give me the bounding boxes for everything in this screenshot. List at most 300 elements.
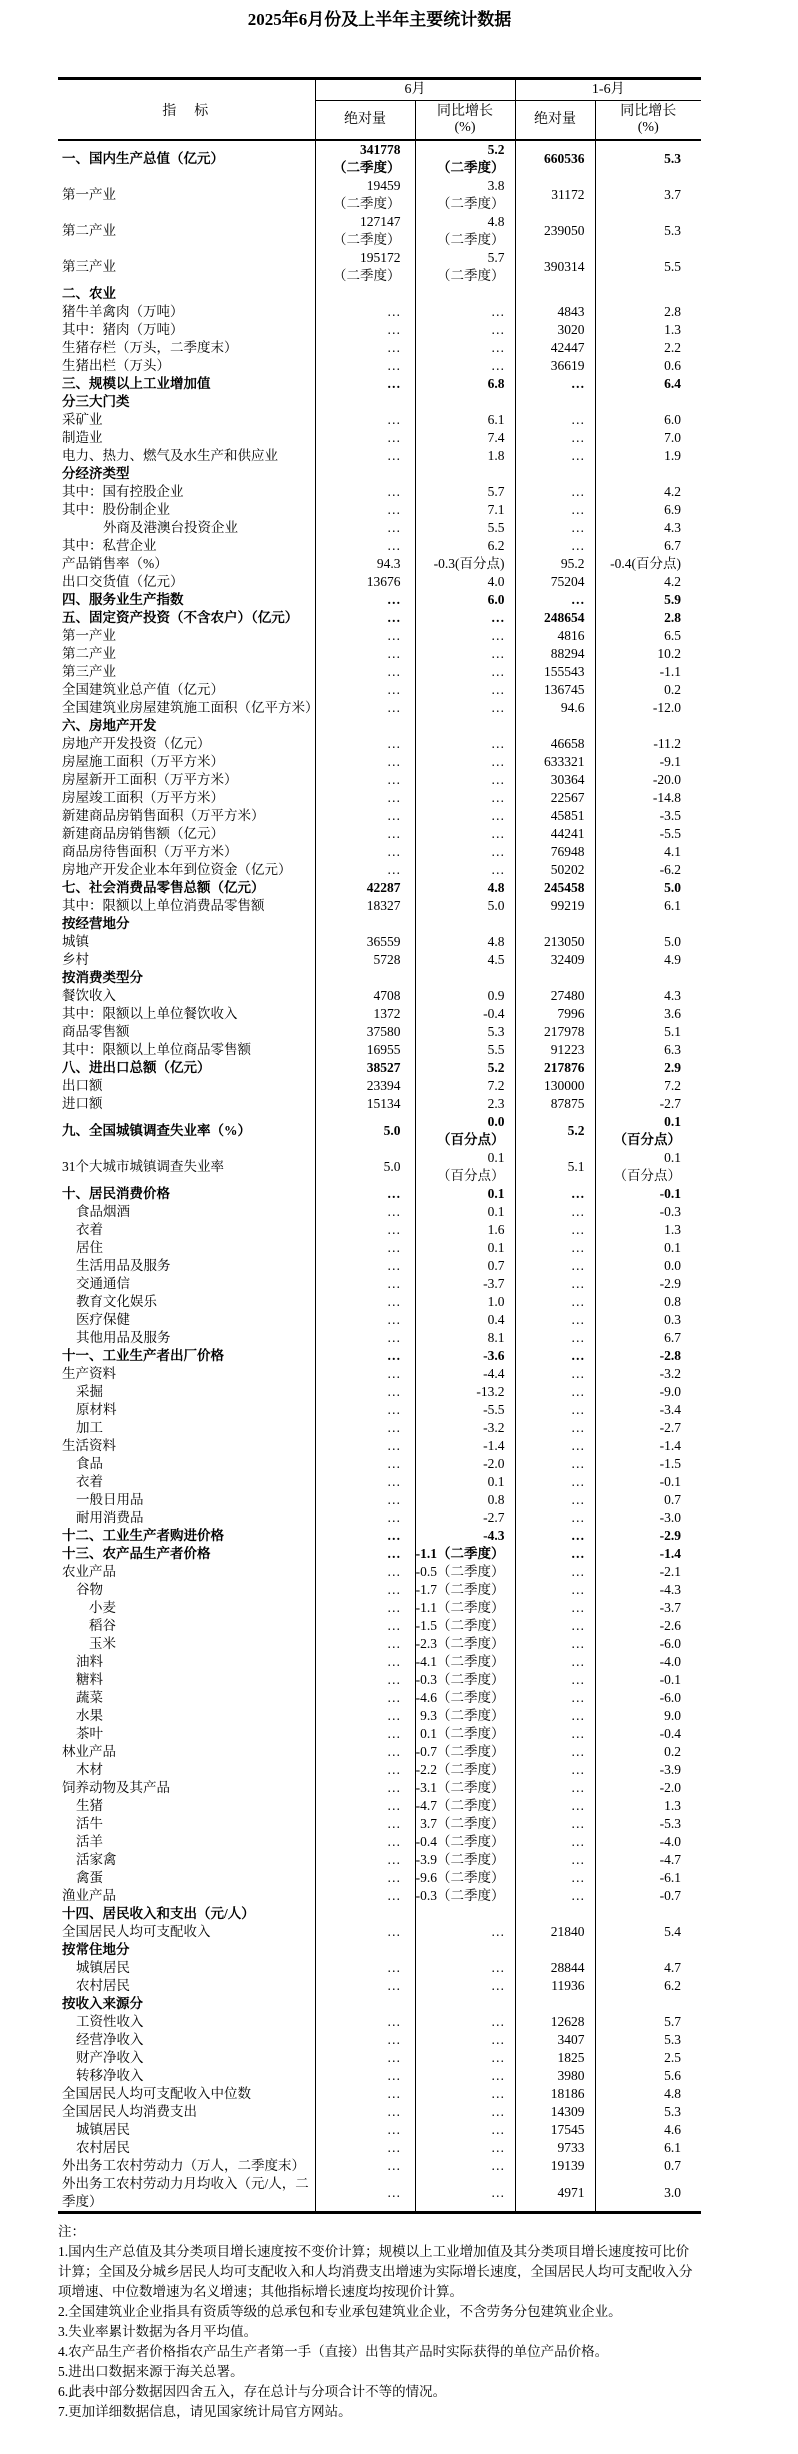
row-value — [595, 1941, 701, 1959]
row-value: -0.4(百分点) — [595, 555, 701, 573]
row-value: 5728 — [315, 951, 415, 969]
row-value: 0.3 — [595, 1311, 701, 1329]
row-value: -3.7 — [415, 1275, 515, 1293]
row-value: 36559 — [315, 933, 415, 951]
row-value: … — [315, 1851, 415, 1869]
row-value: 13676 — [315, 573, 415, 591]
row-value: -3.5 — [595, 807, 701, 825]
row-label: 医疗保健 — [76, 1312, 130, 1327]
table-row — [58, 645, 701, 663]
row-value: 50202 — [515, 861, 595, 879]
row-value: 4.3 — [595, 987, 701, 1005]
row-value: -20.0 — [595, 771, 701, 789]
row-label: 按收入来源分 — [62, 1996, 143, 2011]
row-label: 一、国内生产总值（亿元） — [62, 151, 224, 166]
row-label: 生产资料 — [62, 1366, 116, 1381]
table-row — [58, 2085, 701, 2103]
row-label: 三、规模以上工业增加值 — [62, 376, 211, 391]
row-value — [415, 1905, 515, 1923]
row-value: 0.1 — [415, 1203, 515, 1221]
row-value: 32409 — [515, 951, 595, 969]
row-value: 18327 — [315, 897, 415, 915]
row-value: -13.2 — [415, 1383, 515, 1401]
row-value — [515, 1995, 595, 2013]
row-value: 0.0 — [595, 1257, 701, 1275]
row-label: 生猪存栏（万头，二季度末） — [62, 340, 238, 355]
row-value: … — [515, 591, 595, 609]
row-label: 活牛 — [76, 1816, 103, 1831]
row-value: 36619 — [515, 357, 595, 375]
row-value: -6.0 — [595, 1635, 701, 1653]
row-value: … — [515, 1437, 595, 1455]
row-value: … — [315, 699, 415, 717]
row-label: 出口交货值（亿元） — [62, 574, 184, 589]
row-value: … — [315, 1275, 415, 1293]
table-row — [58, 2157, 701, 2175]
row-label: 一般日用品 — [76, 1492, 144, 1507]
note-item: 1.国内生产总值及其分类项目增长速度按不变价计算；规模以上工业增加值及其分类项目增长速度按可比价计算；全国及分城乡居民人均可支配收入和人均消费支出增速为实际增长速度，全国居民人均可支配收入分项增速、中位数增速为名义增速；其他指标增长速度均按现价计算。 — [58, 2244, 693, 2299]
row-value: -2.1 — [595, 1563, 701, 1581]
row-label: 七、社会消费品零售总额（亿元） — [62, 880, 265, 895]
row-value: … — [515, 1797, 595, 1815]
row-value: 239050 — [515, 213, 595, 249]
row-value: … — [315, 2103, 415, 2121]
note-item: 5.进出口数据来源于海关总署。 — [58, 2364, 244, 2379]
row-label: 全国建筑业总产值（亿元） — [62, 682, 224, 697]
row-value: … — [515, 1761, 595, 1779]
row-value: … — [515, 1599, 595, 1617]
row-value: 4.8 — [415, 879, 515, 897]
table-row — [58, 483, 701, 501]
row-value: … — [515, 1635, 595, 1653]
row-value: 3407 — [515, 2031, 595, 2049]
row-value: … — [315, 861, 415, 879]
note-item: 2.全国建筑业企业指具有资质等级的总承包和专业承包建筑业企业，不含劳务分包建筑业企业。 — [58, 2304, 622, 2319]
row-value: -0.7（二季度） — [415, 1743, 515, 1761]
row-value: 19139 — [515, 2157, 595, 2175]
row-value: 5.7 — [595, 2013, 701, 2031]
yoy-label: 同比增长 — [437, 104, 493, 119]
table-row — [58, 1905, 701, 1923]
row-value: -14.8 — [595, 789, 701, 807]
row-value: 5.9 — [595, 591, 701, 609]
table-row — [58, 357, 701, 375]
row-value: 4.6 — [595, 2121, 701, 2139]
table-row — [58, 1581, 701, 1599]
row-label: 31个大城市城镇调查失业率 — [62, 1159, 224, 1174]
row-value: … — [315, 1329, 415, 1347]
row-value: -4.7 — [595, 1851, 701, 1869]
table-row — [58, 2049, 701, 2067]
row-value — [315, 969, 415, 987]
row-value: … — [415, 2103, 515, 2121]
row-value: 0.1 — [415, 1473, 515, 1491]
row-value: … — [515, 1545, 595, 1563]
row-value: … — [315, 321, 415, 339]
row-value: 3.6 — [595, 1005, 701, 1023]
row-value: 1.3 — [595, 1797, 701, 1815]
row-value: … — [415, 2175, 515, 2213]
row-label: 按消费类型分 — [62, 970, 143, 985]
row-value: … — [315, 1347, 415, 1365]
row-label: 交通通信 — [76, 1276, 130, 1291]
row-label: 原材料 — [76, 1402, 117, 1417]
table-row — [58, 1059, 701, 1077]
row-value: 5.0 — [315, 1113, 415, 1149]
table-row — [58, 1923, 701, 1941]
june-group-header: 6月 — [315, 79, 515, 101]
row-value: 4.8 — [595, 2085, 701, 2103]
row-value: … — [315, 1563, 415, 1581]
row-value: -4.3 — [595, 1581, 701, 1599]
row-value: -3.6 — [415, 1347, 515, 1365]
row-value: … — [515, 1293, 595, 1311]
row-value: … — [315, 1635, 415, 1653]
row-value: … — [315, 735, 415, 753]
row-value: 14309 — [515, 2103, 595, 2121]
row-label: 房屋竣工面积（万平方米） — [62, 790, 224, 805]
table-row — [58, 1563, 701, 1581]
row-label: 生猪 — [76, 1798, 103, 1813]
row-value: … — [515, 375, 595, 393]
row-value: -2.9 — [595, 1275, 701, 1293]
row-value — [315, 915, 415, 933]
row-value: 136745 — [515, 681, 595, 699]
row-value: … — [515, 1563, 595, 1581]
row-value: -6.2 — [595, 861, 701, 879]
row-value — [595, 393, 701, 411]
row-value: -3.4 — [595, 1401, 701, 1419]
row-value: … — [315, 537, 415, 555]
row-value: 195172 （二季度） — [315, 249, 415, 285]
yoy-header-june — [415, 101, 515, 141]
row-value: 0.1 （百分点） — [595, 1149, 701, 1185]
row-value: -3.0 — [595, 1509, 701, 1527]
row-value: 5.3 — [595, 2103, 701, 2121]
table-row — [58, 411, 701, 429]
row-value: -1.4 — [595, 1437, 701, 1455]
table-row — [58, 915, 701, 933]
row-label: 其他用品及服务 — [76, 1330, 171, 1345]
row-value: 217978 — [515, 1023, 595, 1041]
row-value: … — [315, 1869, 415, 1887]
jan-june-group-header: 1-6月 — [515, 79, 701, 101]
row-value: … — [315, 2175, 415, 2213]
row-value: … — [415, 825, 515, 843]
row-label: 第一产业 — [62, 187, 116, 202]
table-row — [58, 843, 701, 861]
row-value: 7.4 — [415, 429, 515, 447]
row-value — [515, 717, 595, 735]
table-row — [58, 735, 701, 753]
row-value: … — [515, 1455, 595, 1473]
row-value: … — [415, 681, 515, 699]
row-label: 制造业 — [62, 430, 103, 445]
row-label: 六、房地产开发 — [62, 718, 157, 733]
table-row — [58, 1239, 701, 1257]
row-value: 16955 — [315, 1041, 415, 1059]
row-value: 217876 — [515, 1059, 595, 1077]
row-value: 5.4 — [595, 1923, 701, 1941]
yoy-unit: (%) — [454, 120, 476, 135]
row-value: … — [315, 339, 415, 357]
row-value: 6.1 — [595, 897, 701, 915]
row-value: -4.0 — [595, 1833, 701, 1851]
row-value: 7.1 — [415, 501, 515, 519]
row-value: … — [515, 1689, 595, 1707]
row-value: … — [515, 1779, 595, 1797]
table-row — [58, 1257, 701, 1275]
row-value: 5.7 — [415, 483, 515, 501]
table-row — [58, 627, 701, 645]
row-value: 633321 — [515, 753, 595, 771]
row-value: 4.9 — [595, 951, 701, 969]
row-value: … — [515, 1257, 595, 1275]
row-value: 9733 — [515, 2139, 595, 2157]
row-value: … — [315, 1617, 415, 1635]
table-row — [58, 1383, 701, 1401]
row-value: 5.2 — [415, 1059, 515, 1077]
row-label: 衣着 — [76, 1474, 103, 1489]
row-value — [415, 915, 515, 933]
row-value: 10.2 — [595, 645, 701, 663]
row-value: -3.7 — [595, 1599, 701, 1617]
row-value: 0.7 — [595, 2157, 701, 2175]
note-item: 3.失业率累计数据为各月平均值。 — [58, 2324, 258, 2339]
table-row — [58, 321, 701, 339]
row-value: … — [415, 357, 515, 375]
table-row — [58, 1023, 701, 1041]
row-label: 猪牛羊禽肉（万吨） — [62, 304, 184, 319]
row-value — [595, 717, 701, 735]
row-value: … — [515, 1851, 595, 1869]
row-value: 2.2 — [595, 339, 701, 357]
table-row — [58, 1203, 701, 1221]
row-value: -0.3（二季度） — [415, 1671, 515, 1689]
row-value: … — [415, 2085, 515, 2103]
row-label: 外出务工农村劳动力（万人，二季度末） — [62, 2158, 305, 2173]
table-row — [58, 303, 701, 321]
row-value: 4.8 — [415, 933, 515, 951]
row-value: 75204 — [515, 573, 595, 591]
row-label: 分三大门类 — [62, 394, 130, 409]
row-value: -1.1 — [595, 663, 701, 681]
row-value: 0.6 — [595, 357, 701, 375]
row-value: … — [415, 807, 515, 825]
row-value: 155543 — [515, 663, 595, 681]
row-label: 其中：私营企业 — [62, 538, 157, 553]
row-value: 2.8 — [595, 609, 701, 627]
table-row — [58, 987, 701, 1005]
yoy-header-jan-june — [595, 101, 701, 141]
row-value: … — [415, 2139, 515, 2157]
row-value: … — [515, 501, 595, 519]
row-value: 3.7 — [595, 177, 701, 213]
row-label: 九、全国城镇调查失业率（%） — [62, 1123, 251, 1138]
table-row — [58, 861, 701, 879]
row-label: 第二产业 — [62, 223, 116, 238]
row-value: … — [515, 1419, 595, 1437]
row-value: … — [315, 591, 415, 609]
row-label: 其中：限额以上单位消费品零售额 — [62, 898, 265, 913]
table-row — [58, 1275, 701, 1293]
row-value: 2.9 — [595, 1059, 701, 1077]
row-value: … — [315, 519, 415, 537]
table-row — [58, 825, 701, 843]
row-value: -4.3 — [415, 1527, 515, 1545]
row-value: … — [415, 735, 515, 753]
table-row — [58, 1779, 701, 1797]
row-value: 6.3 — [595, 1041, 701, 1059]
row-value: … — [515, 1329, 595, 1347]
row-value: … — [415, 1977, 515, 1995]
row-value: … — [515, 1743, 595, 1761]
row-value: … — [415, 2031, 515, 2049]
row-value: … — [315, 1383, 415, 1401]
row-value: 21840 — [515, 1923, 595, 1941]
row-value: … — [315, 1401, 415, 1419]
table-row — [58, 1077, 701, 1095]
row-label: 城镇居民 — [76, 2122, 130, 2137]
note-item: 6.此表中部分数据因四舍五入，存在总计与分项合计不等的情况。 — [58, 2384, 447, 2399]
row-value: -0.1 — [595, 1473, 701, 1491]
row-value: … — [515, 1887, 595, 1905]
table-row — [58, 1419, 701, 1437]
row-label: 耐用消费品 — [76, 1510, 144, 1525]
row-value: 0.1 — [415, 1239, 515, 1257]
row-value: 19459 （二季度） — [315, 177, 415, 213]
row-value: … — [315, 1977, 415, 1995]
row-value — [595, 1995, 701, 2013]
row-value: 4.2 — [595, 573, 701, 591]
table-row — [58, 573, 701, 591]
row-label: 电力、热力、燃气及水生产和供应业 — [62, 448, 278, 463]
row-value: … — [315, 1455, 415, 1473]
row-value: … — [315, 1473, 415, 1491]
row-value: -2.3（二季度） — [415, 1635, 515, 1653]
row-label: 谷物 — [76, 1582, 103, 1597]
table-row — [58, 1689, 701, 1707]
row-value — [595, 465, 701, 483]
page-title: 2025年6月份及上半年主要统计数据 — [247, 10, 512, 29]
row-label: 餐饮收入 — [62, 988, 116, 1003]
table-row — [58, 969, 701, 987]
row-value: -3.9 — [595, 1761, 701, 1779]
row-value: 0.2 — [595, 681, 701, 699]
row-value: -1.4 — [415, 1437, 515, 1455]
table-row — [58, 555, 701, 573]
row-label: 食品 — [76, 1456, 103, 1471]
row-label: 二、农业 — [62, 286, 116, 301]
table-row — [58, 1995, 701, 2013]
table-row — [58, 1977, 701, 1995]
row-value: … — [315, 2067, 415, 2085]
row-value: 5.2 — [515, 1113, 595, 1149]
row-value: … — [515, 483, 595, 501]
table-row — [58, 1365, 701, 1383]
table-row — [58, 1815, 701, 1833]
row-label: 其中：猪肉（万吨） — [62, 322, 184, 337]
row-value: … — [315, 1653, 415, 1671]
row-value: -0.3(百分点) — [415, 555, 515, 573]
row-value: -3.9（二季度） — [415, 1851, 515, 1869]
row-label: 第三产业 — [62, 259, 116, 274]
row-value: … — [315, 1815, 415, 1833]
row-value: 0.1 （百分点） — [595, 1113, 701, 1149]
row-value: 3.7（二季度） — [415, 1815, 515, 1833]
notes-heading: 注： — [58, 2224, 85, 2239]
row-value: 4.8 （二季度） — [415, 213, 515, 249]
row-value: -1.4 — [595, 1545, 701, 1563]
row-value: 6.7 — [595, 1329, 701, 1347]
row-value — [415, 1941, 515, 1959]
table-row — [58, 285, 701, 303]
row-value: … — [415, 843, 515, 861]
row-value: … — [315, 1761, 415, 1779]
row-value: … — [315, 663, 415, 681]
row-value: … — [515, 1509, 595, 1527]
table-row — [58, 519, 701, 537]
row-value: … — [515, 519, 595, 537]
row-value: 2.8 — [595, 303, 701, 321]
row-label: 外出务工农村劳动力月均收入（元/人，二季度） — [62, 2176, 309, 2209]
row-label: 外商及港澳台投资企业 — [103, 520, 238, 535]
table-row — [58, 1347, 701, 1365]
table-row — [58, 789, 701, 807]
row-value: 5.1 — [515, 1149, 595, 1185]
row-value: 5.7 （二季度） — [415, 249, 515, 285]
row-value: … — [315, 2049, 415, 2067]
row-value: … — [515, 1653, 595, 1671]
row-value: … — [515, 1527, 595, 1545]
row-value: 5.3 — [595, 2031, 701, 2049]
row-label: 其中：国有控股企业 — [62, 484, 184, 499]
row-value: 0.7 — [595, 1491, 701, 1509]
row-value: … — [515, 1473, 595, 1491]
row-value: 248654 — [515, 609, 595, 627]
row-value: … — [315, 2121, 415, 2139]
row-value: 127147 （二季度） — [315, 213, 415, 249]
row-label: 十二、工业生产者购进价格 — [62, 1528, 224, 1543]
row-value — [315, 393, 415, 411]
row-label: 衣着 — [76, 1222, 103, 1237]
row-value: 87875 — [515, 1095, 595, 1113]
row-value: -5.5 — [415, 1401, 515, 1419]
row-value: 7.0 — [595, 429, 701, 447]
row-label: 全国居民人均消费支出 — [62, 2104, 197, 2119]
row-value: 22567 — [515, 789, 595, 807]
row-value: … — [315, 411, 415, 429]
row-value: … — [315, 1743, 415, 1761]
row-value: 4.0 — [415, 573, 515, 591]
row-value: 660536 — [515, 140, 595, 177]
row-value: 4816 — [515, 627, 595, 645]
row-value: 5.5 — [415, 519, 515, 537]
row-value: 1.3 — [595, 1221, 701, 1239]
row-value: -4.0 — [595, 1653, 701, 1671]
table-row — [58, 879, 701, 897]
row-label: 商品零售额 — [62, 1024, 130, 1039]
row-value: 7.2 — [415, 1077, 515, 1095]
row-value: … — [315, 1545, 415, 1563]
row-label: 居住 — [76, 1240, 103, 1255]
row-label: 小麦 — [89, 1600, 116, 1615]
row-value: … — [515, 1221, 595, 1239]
row-value: -2.8 — [595, 1347, 701, 1365]
row-label: 加工 — [76, 1420, 103, 1435]
row-value: … — [515, 1275, 595, 1293]
row-label: 财产净收入 — [76, 2050, 144, 2065]
